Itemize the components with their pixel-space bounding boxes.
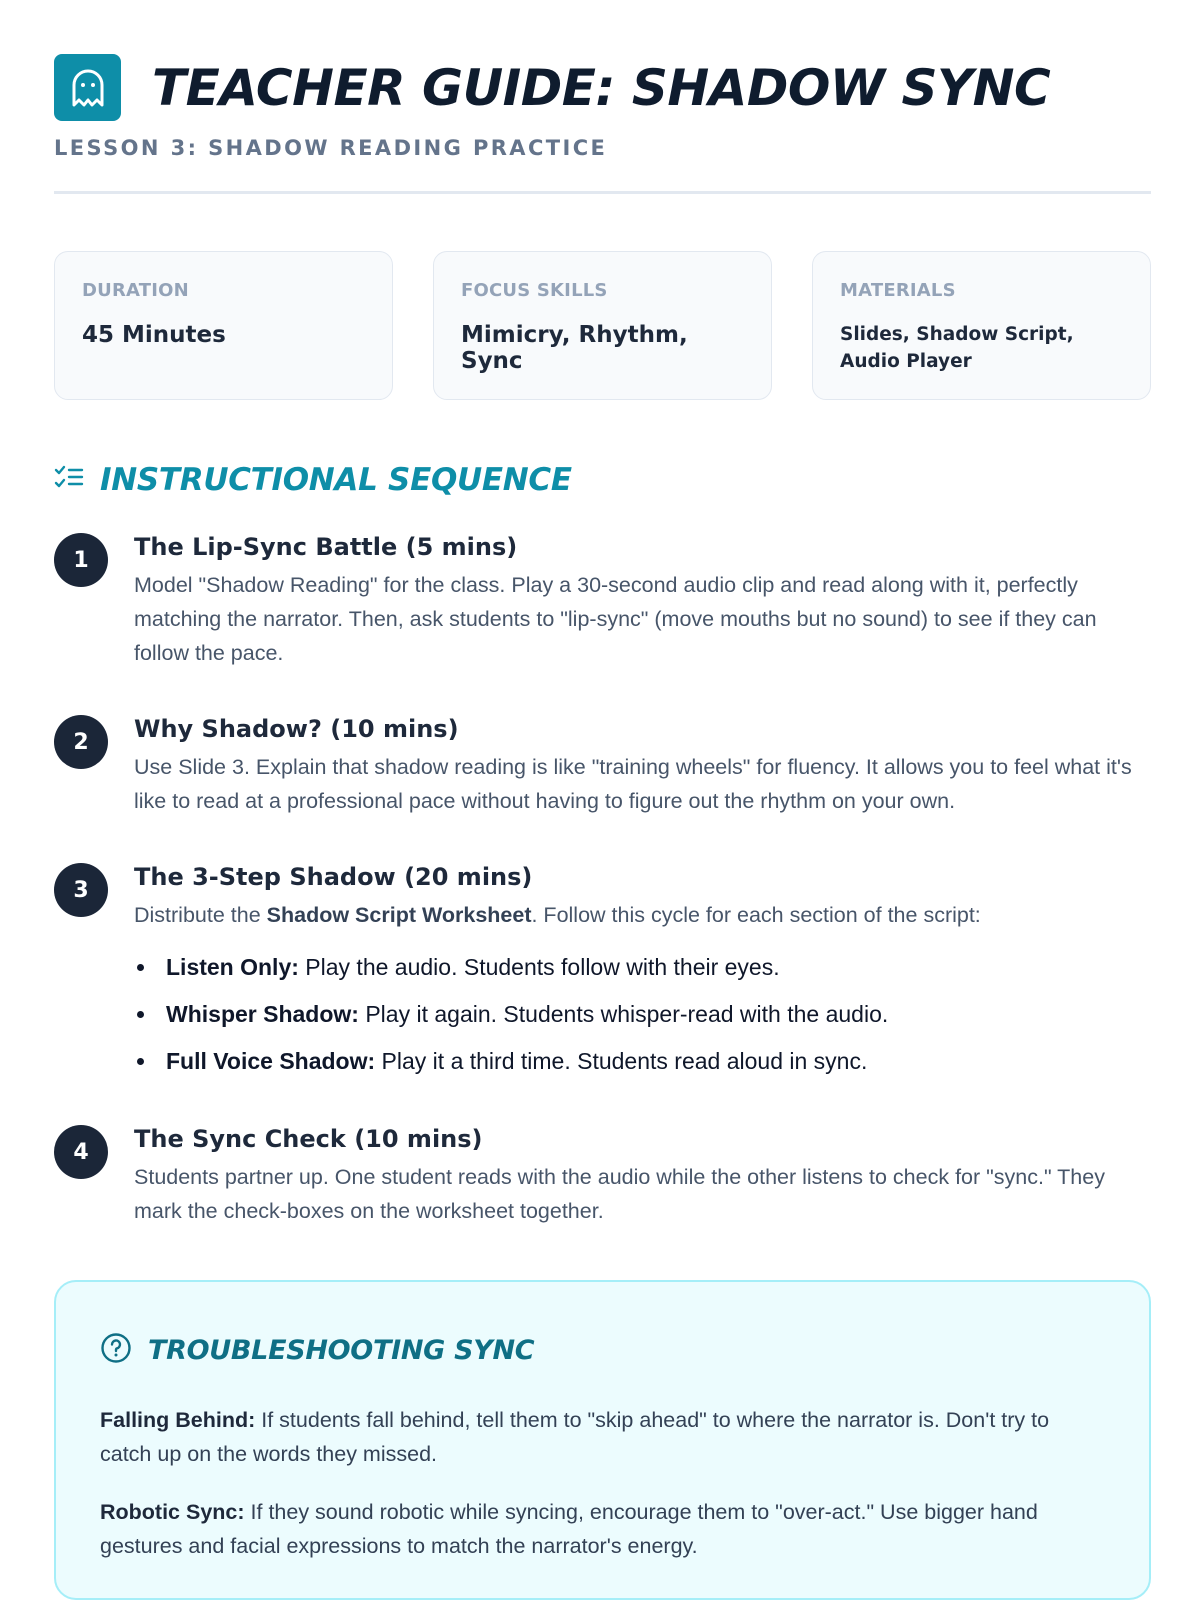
tip-text: If they sound robotic while syncing, encourage them to "over-act." Use bigger hand gestures and facial expressions to match the narrator's energy.: [100, 1500, 1038, 1558]
step-title: The Lip-Sync Battle (5 mins): [134, 533, 518, 561]
card-label: MATERIALS: [840, 280, 956, 301]
focus-skills-card: [433, 251, 772, 400]
info-cards: [54, 251, 1151, 400]
tip-text: If students fall behind, tell them to "skip ahead" to where the narrator is. Don't try to catch up on the words they missed.: [100, 1408, 1050, 1466]
step-description: Model "Shadow Reading" for the class. Play a 30-second audio clip and read along with it, perfectly matching the narrator. Then, ask students to "lip-sync" (move mouths but no sound) to see if they can follow the pace.: [134, 573, 1097, 665]
checklist-icon: [54, 465, 84, 496]
troubleshooting-callout: [54, 1280, 1151, 1600]
lesson-subtitle: LESSON 3: SHADOW READING PRACTICE: [54, 136, 608, 160]
list-item: [166, 998, 888, 1030]
card-label: FOCUS SKILLS: [461, 280, 608, 301]
card-value: Mimicry, Rhythm, Sync: [461, 322, 688, 374]
instructional-sequence-heading: [54, 458, 572, 502]
step-title: Why Shadow? (10 mins): [134, 715, 459, 743]
tip-robotic-sync: [100, 1495, 1100, 1563]
ghost-icon: [54, 54, 121, 121]
list-item: [166, 951, 888, 983]
troubleshooting-heading: [100, 1330, 534, 1370]
body-text: Distribute the: [134, 903, 267, 927]
step-description: [134, 898, 1151, 932]
page-header: [54, 54, 1151, 194]
bullet-text: Play the audio. Students follow with their eyes.: [298, 954, 780, 980]
card-label: DURATION: [82, 280, 189, 301]
bullet-label: Full Voice Shadow:: [166, 1048, 376, 1074]
step-description: Students partner up. One student reads with the audio while the other listens to check for "sync." They mark the check-boxes on the worksheet together.: [134, 1165, 1105, 1223]
section-title: INSTRUCTIONAL SEQUENCE: [100, 462, 572, 498]
tip-label: Falling Behind:: [100, 1408, 256, 1432]
list-item: [166, 1045, 888, 1077]
step-title: The Sync Check (10 mins): [134, 1125, 483, 1153]
step-number: 3: [54, 863, 108, 917]
help-circle-icon: [100, 1332, 132, 1369]
worksheet-name: Shadow Script Worksheet: [266, 903, 532, 927]
shadow-cycle-list: [166, 951, 888, 1092]
tip-falling-behind: [100, 1403, 1100, 1471]
step-number: 4: [54, 1125, 108, 1179]
section-title: TROUBLESHOOTING SYNC: [148, 1334, 535, 1366]
tip-label: Robotic Sync:: [100, 1500, 245, 1524]
step-number: 1: [54, 533, 108, 587]
card-value: Slides, Shadow Script, Audio Player: [840, 324, 1074, 372]
bullet-label: Listen Only:: [166, 954, 299, 980]
bullet-text: Play it again. Students whisper-read with the audio.: [358, 1001, 889, 1027]
bullet-label: Whisper Shadow:: [166, 1001, 359, 1027]
bullet-text: Play it a third time. Students read aloud in sync.: [375, 1048, 868, 1074]
card-value: 45 Minutes: [82, 322, 226, 348]
step-title: The 3-Step Shadow (20 mins): [134, 863, 533, 891]
duration-card: [54, 251, 393, 400]
body-text: . Follow this cycle for each section of the script:: [531, 903, 981, 927]
step-description: Use Slide 3. Explain that shadow reading is like "training wheels" for fluency. It allows you to feel what it's like to read at a professional pace without having to figure out the rhythm on your own.: [134, 755, 1132, 813]
step-number: 2: [54, 715, 108, 769]
page-title: TEACHER GUIDE: SHADOW SYNC: [152, 59, 1051, 117]
materials-card: [812, 251, 1151, 400]
